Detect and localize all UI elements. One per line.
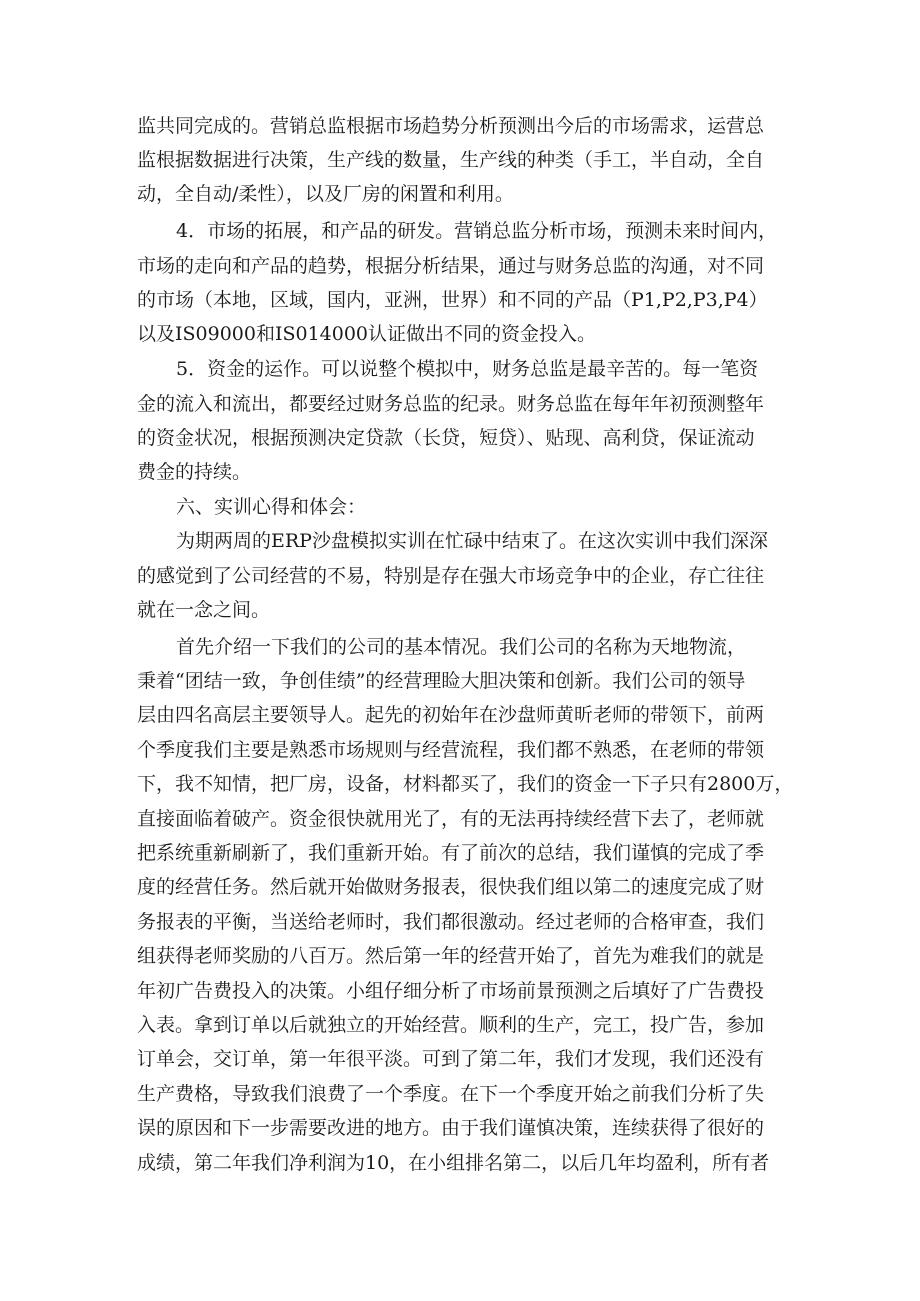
text-line: 组获得老师奖励的八百万。然后第一年的经营开始了，首先为难我们的就是: [137, 945, 765, 967]
text-line: 把系统重新刷新了，我们重新开始。有了前次的总结，我们谨慎的完成了季: [137, 842, 765, 864]
text-line: 误的原因和下一步需要改进的地方。由于我们谨慎决策，连续获得了很好的: [137, 1117, 765, 1139]
text-line: 入表。拿到订单以后就独立的开始经营。顺利的生产，完工，投广告，参加: [137, 1014, 765, 1036]
text-line: 直接面临着破产。资金很快就用光了，有的无法再持续经营下去了，老师就: [137, 808, 765, 830]
text-line: 下，我不知情，把厂房，设备，材料都买了，我们的资金一下子只有2800万，: [137, 773, 794, 795]
text-line: 监根据数据进行决策，生产线的数量，生产线的种类（手工，半自动，全自: [137, 149, 765, 171]
text-line: 个季度我们主要是熟悉市场规则与经营流程，我们都不熟悉，在老师的带领: [137, 739, 765, 761]
paragraph-start-line: 5．资金的运作。可以说整个模拟中，财务总监是最辛苦的。每一笔资: [176, 358, 759, 380]
text-line: 度的经营任务。然后就开始做财务报表，很快我们组以第二的速度完成了财: [137, 876, 765, 898]
text-line: 费金的持续。: [137, 461, 252, 483]
text-line: 金的流入和流出，都要经过财务总监的纪录。财务总监在每年年初预测整年: [137, 393, 765, 415]
text-line: 以及IS09000和IS014000认证做出不同的资金投入。: [137, 323, 597, 345]
text-line: 务报表的平衡，当送给老师时，我们都很激动。经过老师的合格审查，我们: [137, 911, 765, 933]
paragraph-start-line: 4．市场的拓展，和产品的研发。营销总监分析市场，预测未来时间内，: [176, 220, 778, 242]
text-line: 市场的走向和产品的趋势，根据分析结果，通过与财务总监的沟通，对不同: [137, 255, 765, 277]
text-line: 的资金状况，根据预测决定贷款（长贷，短贷）、贴现、高利贷，保证流动: [137, 427, 755, 449]
text-line: 的市场（本地，区域，国内，亚洲，世界）和不同的产品（P1,P2,P3,P4）: [137, 289, 768, 311]
text-line: 的感觉到了公司经营的不易，特别是存在强大市场竞争中的企业，存亡往往: [137, 565, 765, 587]
text-line: 秉着“团结一致，争创佳绩”的经营理睑大胆决策和创新。我们公司的领导: [137, 670, 746, 692]
text-line: 监共同完成的。营销总监根据市场趋势分析预测出今后的市场需求，运营总: [137, 115, 765, 137]
text-line: 成绩，第二年我们净利润为10，在小组排名第二，以后几年均盈利，所有者: [137, 1152, 770, 1174]
text-line: 年初广告费投入的决策。小组仔细分析了市场前景预测之后填好了广告费投: [137, 980, 765, 1002]
paragraph-start-line: 首先介绍一下我们的公司的基本情况。我们公司的名称为天地物流，: [176, 636, 747, 658]
section-heading: 六、实训心得和体会：: [176, 496, 367, 518]
text-line: 动，全自动/柔性），以及厂房的闲置和利用。: [137, 183, 514, 205]
paragraph-start-line: 为期两周的ERP沙盘模拟实训在忙碌中结束了。在这次实训中我们深深: [176, 530, 768, 552]
text-line: 订单会，交订单，第一年很平淡。可到了第二年，我们才发现，我们还没有: [137, 1048, 765, 1070]
text-line: 层由四名高层主要领导人。起先的初始年在沙盘师黄昕老师的带领下，前两: [137, 704, 765, 726]
text-line: 就在一念之间。: [137, 599, 271, 621]
text-line: 生产费格，导致我们浪费了一个季度。在下一个季度开始之前我们分析了失: [137, 1083, 765, 1105]
